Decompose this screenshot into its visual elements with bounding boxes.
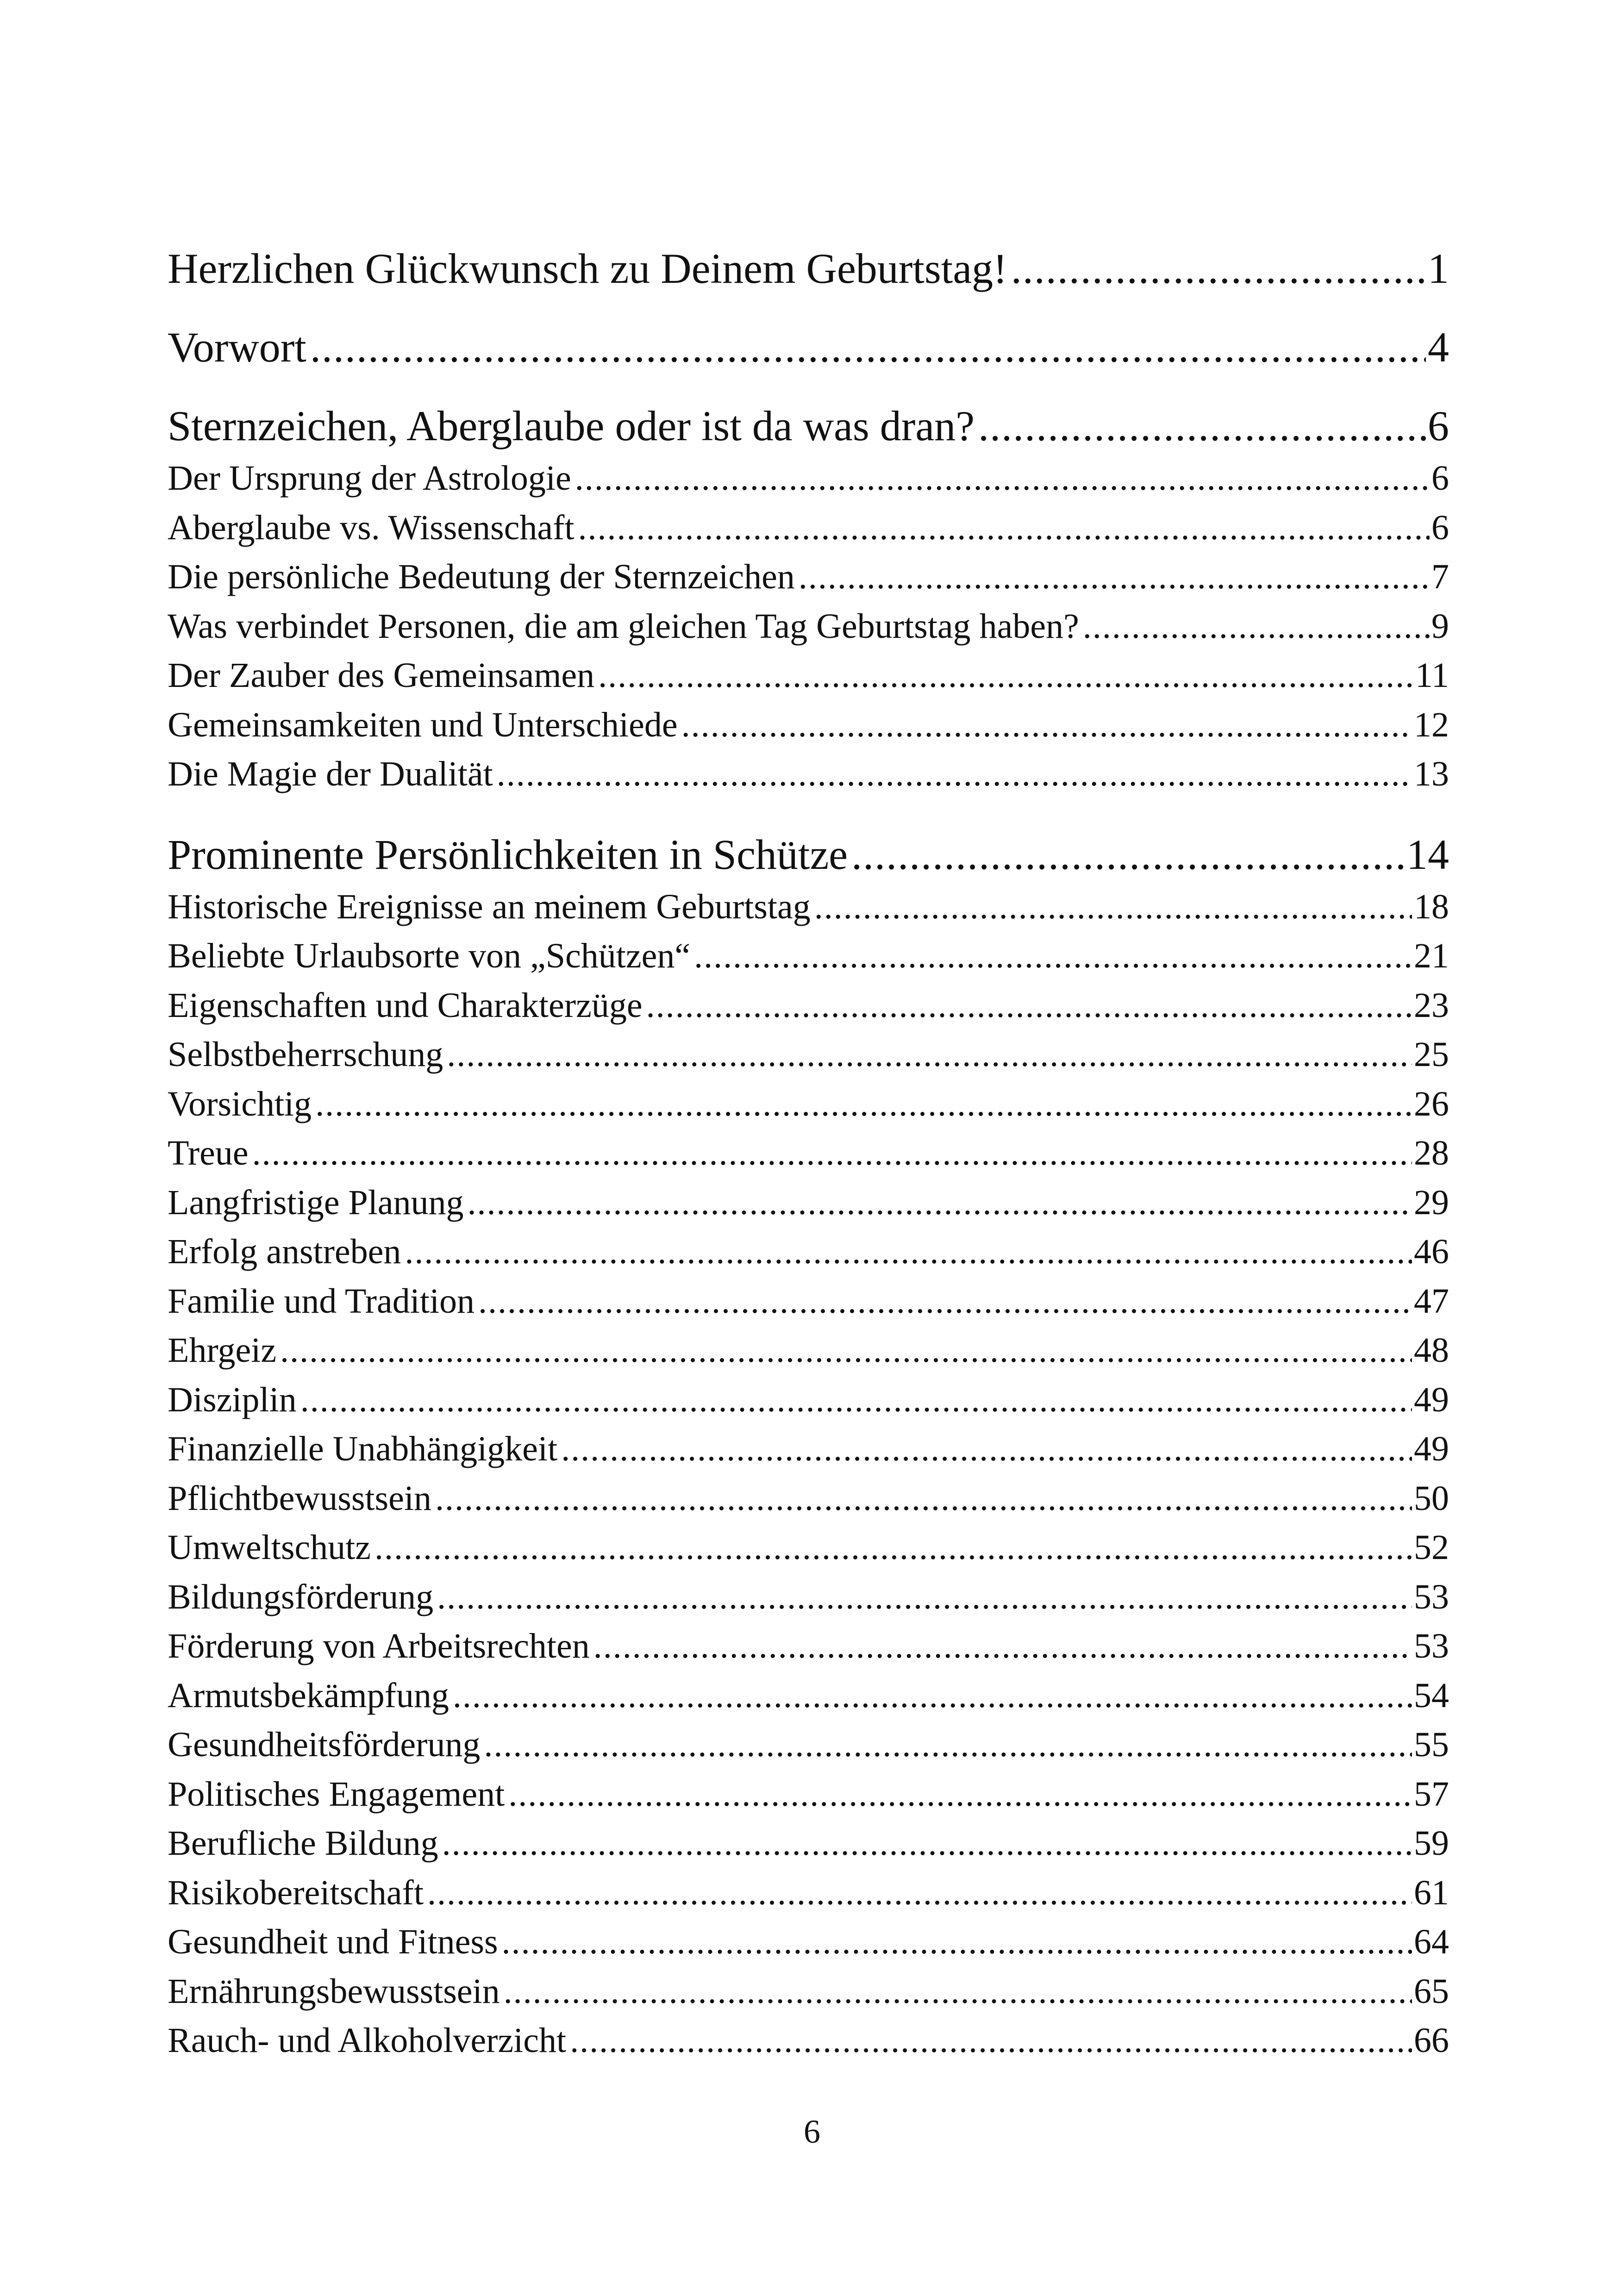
toc-entry-page: 21 — [1414, 936, 1449, 975]
toc-entry[interactable] — [168, 700, 1449, 750]
toc-entry-page: 26 — [1414, 1084, 1449, 1123]
toc-entry[interactable] — [168, 931, 1449, 981]
toc-entry[interactable] — [168, 1277, 1449, 1326]
toc-entry[interactable] — [168, 1621, 1449, 1671]
toc-entry[interactable] — [168, 602, 1449, 651]
toc-entry[interactable] — [168, 552, 1449, 602]
toc-entry-page: 12 — [1414, 705, 1449, 744]
toc-entry-title: Der Zauber des Gemeinsamen — [168, 656, 595, 695]
toc-entry[interactable] — [168, 1967, 1449, 2016]
toc-entry-title: Der Ursprung der Astrologie — [168, 459, 571, 498]
toc-entry[interactable] — [168, 1671, 1449, 1721]
dot-leader — [478, 1277, 1412, 1326]
toc-entry-title: Selbstbeherrschung — [168, 1035, 443, 1074]
toc-entry-title: Prominente Persönlichkeiten in Schütze — [168, 830, 848, 878]
dot-leader — [252, 1129, 1412, 1178]
dot-leader — [315, 1079, 1412, 1129]
toc-entry-title: Disziplin — [168, 1380, 297, 1419]
dot-leader — [435, 1474, 1412, 1523]
dot-leader — [570, 2016, 1412, 2065]
toc-entry-page: 4 — [1428, 324, 1449, 371]
toc-entry-title: Erfolg anstreben — [168, 1232, 401, 1271]
toc-entry[interactable] — [168, 1129, 1449, 1178]
dot-leader — [694, 931, 1412, 981]
toc-entry-page: 25 — [1414, 1035, 1449, 1074]
table-of-contents — [168, 241, 1449, 2065]
toc-entry-page: 13 — [1414, 755, 1449, 793]
toc-entry[interactable] — [168, 1819, 1449, 1868]
toc-entry[interactable] — [168, 1178, 1449, 1228]
toc-entry-page: 64 — [1414, 1922, 1449, 1961]
toc-entry-title: Pflichtbewusstsein — [168, 1478, 431, 1518]
toc-entry[interactable] — [168, 1720, 1449, 1770]
toc-entry-page: 50 — [1414, 1478, 1449, 1518]
dot-leader — [575, 454, 1430, 503]
toc-entry-page: 48 — [1414, 1331, 1449, 1370]
toc-entry-title: Gesundheitsförderung — [168, 1725, 481, 1764]
toc-entry-page: 23 — [1414, 985, 1449, 1025]
toc-entry[interactable] — [168, 827, 1449, 882]
toc-entry-title: Aberglaube vs. Wissenschaft — [168, 508, 575, 547]
toc-entry-title: Berufliche Bildung — [168, 1824, 438, 1863]
toc-entry[interactable] — [168, 398, 1449, 454]
toc-entry-page: 66 — [1414, 2021, 1449, 2060]
toc-entry[interactable] — [168, 454, 1449, 503]
toc-entry[interactable] — [168, 1326, 1449, 1375]
toc-entry-title: Beliebte Urlaubsorte von „Schützen“ — [168, 936, 691, 975]
toc-entry-page: 55 — [1414, 1725, 1449, 1764]
toc-entry-title: Armutsbekämpfung — [168, 1676, 449, 1715]
dot-leader — [405, 1227, 1412, 1277]
toc-entry[interactable] — [168, 1523, 1449, 1572]
toc-entry-page: 29 — [1414, 1183, 1449, 1222]
toc-entry-page: 28 — [1414, 1134, 1449, 1172]
dot-leader — [1011, 241, 1426, 296]
dot-leader — [300, 1375, 1412, 1425]
toc-entry-title: Eigenschaften und Charakterzüge — [168, 985, 643, 1025]
dot-leader — [280, 1326, 1412, 1375]
toc-entry-title: Förderung von Arbeitsrechten — [168, 1627, 590, 1665]
toc-entry-title: Ehrgeiz — [168, 1331, 276, 1370]
toc-entry-page: 65 — [1414, 1971, 1449, 2011]
dot-leader — [437, 1572, 1412, 1622]
toc-entry[interactable] — [168, 1474, 1449, 1523]
toc-entry-page: 59 — [1414, 1824, 1449, 1863]
dot-leader — [375, 1523, 1412, 1572]
toc-entry-title: Vorsichtig — [168, 1084, 312, 1123]
dot-leader — [502, 1917, 1412, 1967]
page-number: 6 — [804, 2113, 820, 2150]
toc-entry-title: Finanzielle Unabhängigkeit — [168, 1429, 558, 1468]
dot-leader — [447, 1030, 1412, 1079]
toc-entry-title: Was verbindet Personen, die am gleichen Tag Geburtstag haben? — [168, 606, 1079, 646]
toc-entry-page: 53 — [1414, 1627, 1449, 1665]
toc-entry[interactable] — [168, 651, 1449, 700]
dot-leader — [310, 319, 1426, 375]
toc-entry-title: Langfristige Planung — [168, 1183, 464, 1222]
toc-entry-page: 1 — [1428, 245, 1449, 292]
dot-leader — [427, 1868, 1412, 1918]
toc-entry-title: Gemeinsamkeiten und Unterschiede — [168, 705, 678, 744]
toc-entry-title: Politisches Engagement — [168, 1774, 505, 1814]
dot-leader — [978, 398, 1426, 454]
dot-leader — [646, 981, 1412, 1030]
toc-entry-page: 6 — [1431, 508, 1449, 547]
toc-entry[interactable] — [168, 1030, 1449, 1079]
toc-entry-page: 6 — [1431, 459, 1449, 498]
toc-entry[interactable] — [168, 882, 1449, 932]
toc-entry-title: Vorwort — [168, 324, 306, 371]
toc-entry[interactable] — [168, 749, 1449, 799]
toc-entry[interactable] — [168, 1079, 1449, 1129]
toc-entry-page: 46 — [1414, 1232, 1449, 1271]
toc-entry-page: 49 — [1414, 1429, 1449, 1468]
toc-entry-title: Umweltschutz — [168, 1528, 371, 1567]
toc-entry[interactable] — [168, 1770, 1449, 1819]
toc-entry[interactable] — [168, 2016, 1449, 2065]
dot-leader — [814, 882, 1412, 932]
dot-leader — [504, 1967, 1412, 2016]
toc-entry-page: 52 — [1414, 1528, 1449, 1567]
toc-entry[interactable] — [168, 1917, 1449, 1967]
toc-entry-title: Gesundheit und Fitness — [168, 1922, 498, 1961]
dot-leader — [681, 700, 1412, 750]
dot-leader — [578, 503, 1430, 553]
toc-entry[interactable] — [168, 1868, 1449, 1918]
toc-entry[interactable] — [168, 241, 1449, 296]
toc-entry-title: Ernährungsbewusstsein — [168, 1971, 500, 2011]
toc-entry[interactable] — [168, 1572, 1449, 1622]
toc-entry-title: Familie und Tradition — [168, 1281, 475, 1321]
toc-entry-page: 54 — [1414, 1676, 1449, 1715]
dot-leader — [1083, 602, 1430, 651]
toc-entry-page: 18 — [1414, 887, 1449, 926]
toc-entry[interactable] — [168, 1424, 1449, 1474]
toc-entry[interactable] — [168, 319, 1449, 375]
dot-leader — [442, 1819, 1412, 1868]
toc-entry-title: Die persönliche Bedeutung der Sternzeichen — [168, 557, 795, 596]
toc-entry-title: Treue — [168, 1134, 249, 1172]
toc-entry-title: Die Magie der Dualität — [168, 755, 493, 793]
dot-leader — [799, 552, 1430, 602]
dot-leader — [508, 1770, 1412, 1819]
toc-entry-page: 6 — [1428, 402, 1449, 449]
dot-leader — [593, 1621, 1412, 1671]
toc-entry-page: 7 — [1431, 557, 1449, 596]
toc-entry[interactable] — [168, 503, 1449, 553]
toc-entry-page: 11 — [1415, 656, 1449, 695]
toc-entry-title: Historische Ereignisse an meinem Geburtstag — [168, 887, 811, 926]
toc-entry[interactable] — [168, 1227, 1449, 1277]
toc-entry-page: 14 — [1406, 830, 1449, 878]
toc-entry-title: Bildungsförderung — [168, 1577, 434, 1616]
dot-leader — [598, 651, 1413, 700]
toc-entry-page: 49 — [1414, 1380, 1449, 1419]
toc-entry-title: Sternzeichen, Aberglaube oder ist da was dran? — [168, 402, 975, 449]
toc-entry[interactable] — [168, 1375, 1449, 1425]
toc-entry-title: Herzlichen Glückwunsch zu Deinem Geburtstag! — [168, 245, 1007, 292]
toc-entry-page: 57 — [1414, 1774, 1449, 1814]
toc-entry-page: 61 — [1414, 1873, 1449, 1912]
toc-entry-title: Risikobereitschaft — [168, 1873, 424, 1912]
dot-leader — [484, 1720, 1412, 1770]
dot-leader — [497, 749, 1412, 799]
dot-leader — [453, 1671, 1412, 1721]
toc-entry-page: 9 — [1431, 606, 1449, 646]
toc-entry-page: 47 — [1414, 1281, 1449, 1321]
toc-entry-title: Rauch- und Alkoholverzicht — [168, 2021, 567, 2060]
dot-leader — [561, 1424, 1412, 1474]
toc-entry[interactable] — [168, 981, 1449, 1030]
toc-entry-page: 53 — [1414, 1577, 1449, 1616]
dot-leader — [851, 827, 1405, 882]
dot-leader — [468, 1178, 1412, 1228]
